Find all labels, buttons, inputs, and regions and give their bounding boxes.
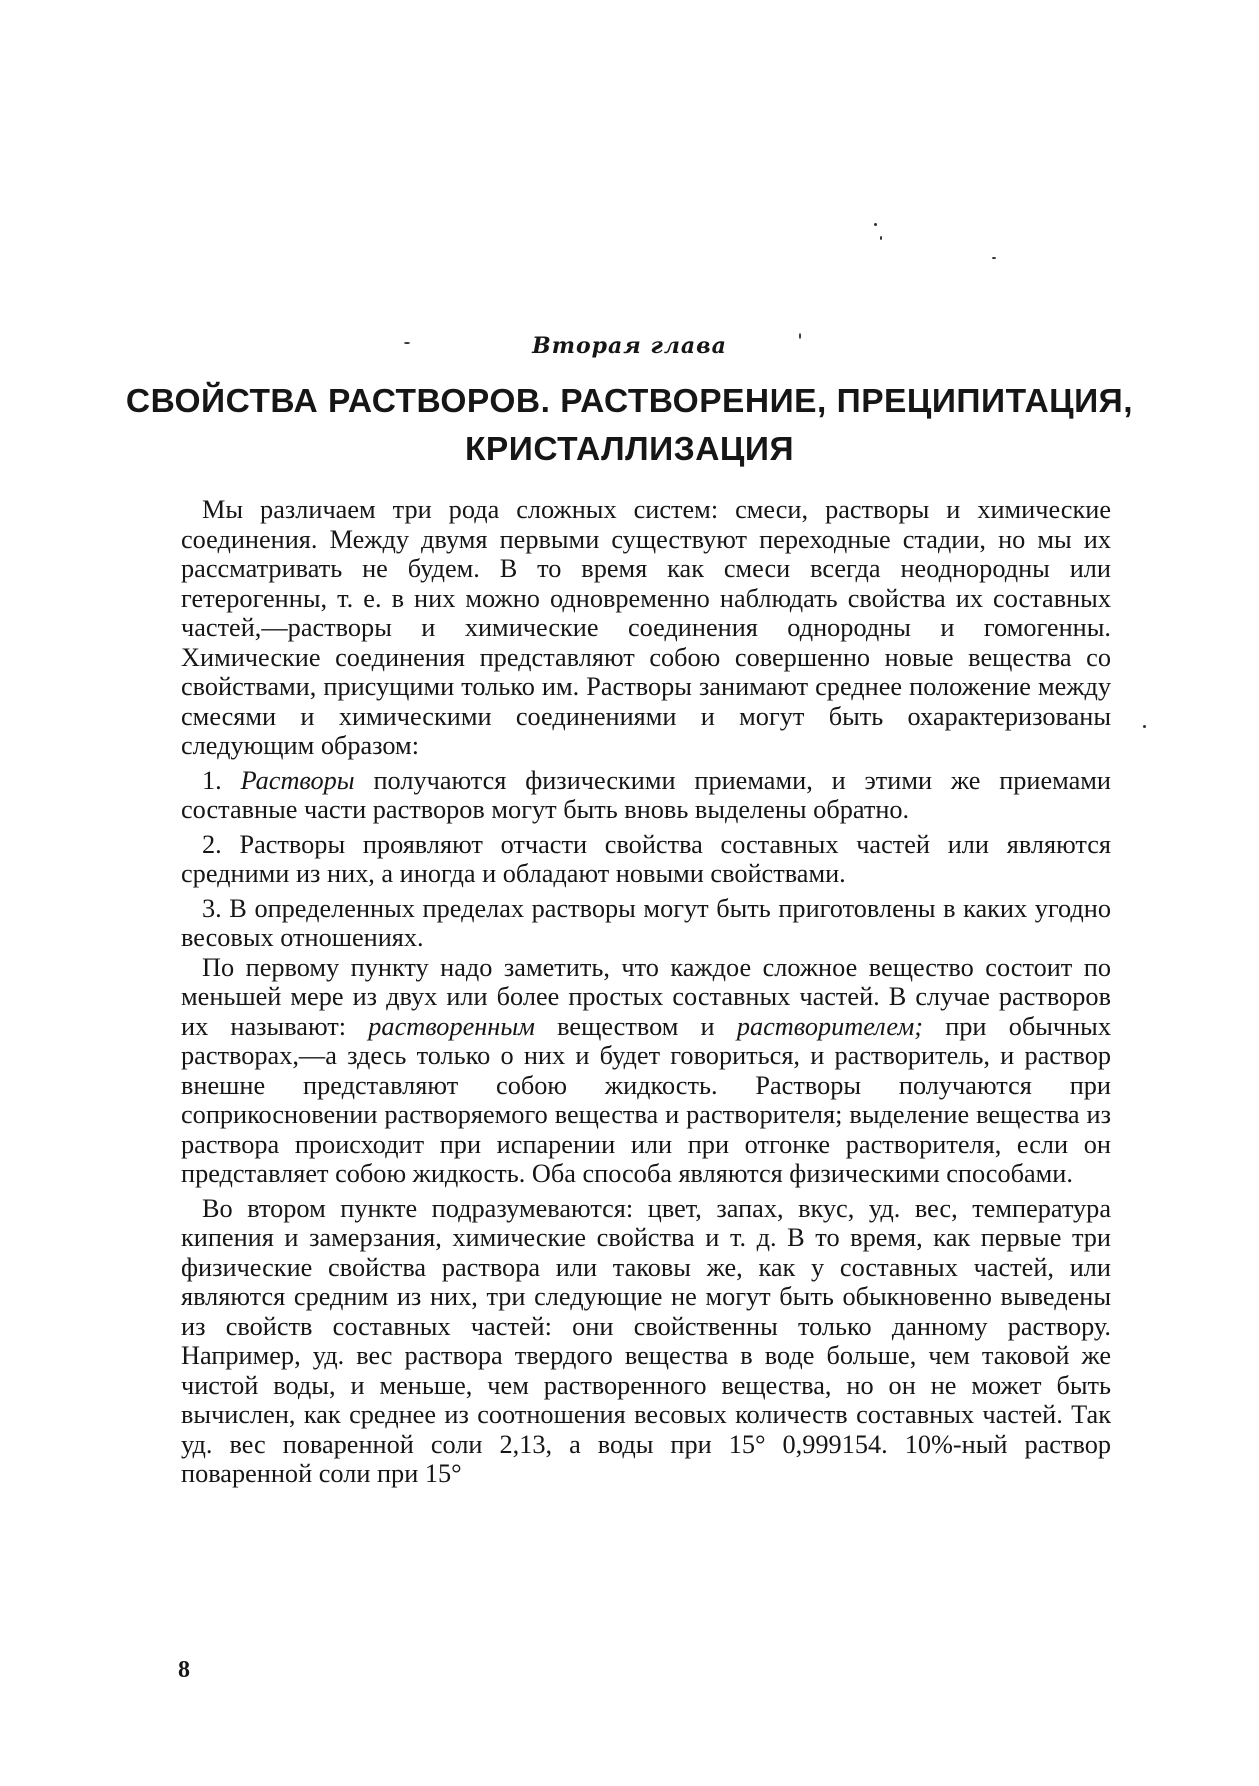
page-number: 8 xyxy=(178,1657,190,1683)
term-dissolved: растворенным xyxy=(368,1011,535,1041)
paragraph-intro: Мы различаем три рода сложных систем: смеси, растворы и химические соединения. Между двумя первыми существуют переходные стадии, но мы их рассматривать не будем. В то время как смеси всегда неоднородны или гетерогенны, т. е. в них можно одновременно наблюдать свойства их составных частей,—растворы и химические соединения однородны и гомогенны. Химические соединения представляют собою совершенно новые вещества со свойствами, присущими только им. Растворы занимают среднее положение между смесями и химическими соединениями и могут быть охарактеризованы следующим образом: xyxy=(181,495,1111,760)
paragraph-point-3: 3. В определенных пределах растворы могут быть приготовлены в каких угодно весовых отношениях. xyxy=(181,893,1111,952)
point-1-term: Растворы xyxy=(240,765,355,795)
body-text xyxy=(181,495,1111,1489)
paragraph-text-a: По первому пункту надо заметить, что каждое сложное вещество состоит по меньшей мере из двух или более простых составных частей. В случае растворов их называют: xyxy=(181,952,1111,1041)
paragraph-text-c: при обычных растворах,—а здесь только о них и будет говориться, и растворитель, и раствор внешне представляют собою жидкость. Растворы получаются при соприкосновении растворяемого вещества и растворителя; выделение вещества из раствора происходит при испарении или при отгонке растворителя, если он представляет собою жидкость. Оба способа являются физическими способами. xyxy=(181,1011,1112,1188)
chapter-title-line-1: СВОЙСТВА РАСТВОРОВ. РАСТВОРЕНИЕ, ПРЕЦИПИТАЦИЯ, xyxy=(125,383,1134,420)
paragraph-point-2: 2. Растворы проявляют отчасти свойства составных частей или являются средними из них, а иногда и обладают новыми свойствами. xyxy=(181,829,1111,888)
chapter-title xyxy=(120,378,1139,474)
paragraph-first-point-discussion xyxy=(181,953,1111,1189)
chapter-label: Вторая глава xyxy=(532,333,727,359)
print-speck xyxy=(874,223,877,226)
term-solvent: растворителем; xyxy=(736,1011,923,1041)
point-1-number: 1. xyxy=(202,765,222,795)
print-speck xyxy=(992,257,996,259)
print-speck xyxy=(1143,725,1146,728)
chapter-title-line-2: КРИСТАЛЛИЗАЦИЯ xyxy=(464,431,795,468)
paragraph-second-point-discussion: Во втором пункте подразумеваются: цвет, запах, вкус, уд. вес, температура кипения и замерзания, химические свойства и т. д. В то время, как первые три физические свойства раствора или таковы же, как у составных частей, или являются средним из них, три следующие не могут быть обыкновенно выведены из свойств составных частей: они свойственны только данному раствору. Например, уд. вес раствора твердого вещества в воде больше, чем таковой же чистой воды, и меньше, чем растворенного вещества, но он не может быть вычислен, как среднее из соотношения весовых количеств составных частей. Так уд. вес поваренной соли 2,13, а воды при 15° 0,999154. 10%-ный раствор поваренной соли при 15° xyxy=(181,1193,1111,1488)
point-1-text: получаются физическими приемами, и этими же приемами составные части растворов могут быть вновь выделены обратно. xyxy=(181,765,1112,824)
paragraph-text-b: веществом и xyxy=(557,1011,715,1041)
paragraph-point-1 xyxy=(181,766,1111,825)
print-speck xyxy=(880,236,882,240)
